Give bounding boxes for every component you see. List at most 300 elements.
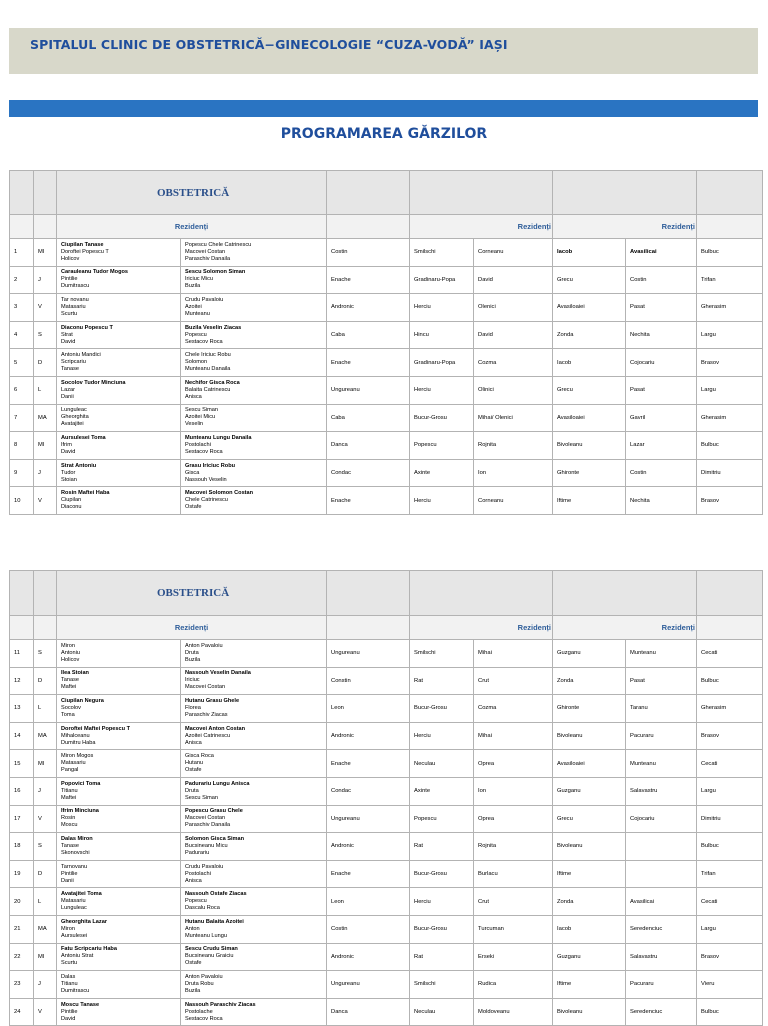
day-number: 21	[10, 915, 34, 943]
resident-name: Solomon Gisca Siman	[185, 835, 245, 842]
header-cell-blank	[327, 571, 410, 616]
resident-name: Azoitei Micu	[185, 414, 216, 421]
residents-group-b	[181, 487, 327, 515]
doctor-name: Bucur-Grosu	[410, 860, 474, 888]
doctor-name: Avasiloaiei	[553, 750, 626, 778]
resident-name: Sestacov Roca	[185, 338, 223, 345]
resident-name: Solomon	[185, 359, 208, 366]
resident-name: Buzila	[185, 656, 201, 663]
doctor-name: Popescu	[410, 432, 474, 460]
doctor-name: Mihai	[474, 640, 553, 668]
doctor-name: Condac	[327, 459, 410, 487]
residents-label: Rezidenți	[57, 215, 327, 239]
resident-name: Iriciuc	[185, 677, 200, 684]
resident-name: Buzila	[185, 283, 201, 290]
resident-name: Danii	[61, 393, 74, 400]
header-row	[10, 571, 763, 616]
residents-group-b	[181, 294, 327, 322]
doctor-name: Trifan	[697, 860, 763, 888]
resident-name: Dalas	[61, 973, 76, 980]
residents-group-a	[57, 860, 181, 888]
resident-name: Padurariu Lungu Anisca	[185, 780, 250, 787]
table-row	[10, 777, 763, 805]
resident-name: Dumitrascu	[61, 987, 90, 994]
resident-name: Skonovschi	[61, 849, 90, 856]
doctor-name: Enache	[327, 487, 410, 515]
table-row	[10, 667, 763, 695]
doctor-name: Grecu	[553, 805, 626, 833]
residents-group-b	[181, 667, 327, 695]
doctor-name: Iacob	[553, 915, 626, 943]
resident-name: Sescu Siman	[185, 794, 218, 801]
residents-group-a	[57, 376, 181, 404]
subheader-cell-blank	[10, 215, 34, 239]
table-row	[10, 432, 763, 460]
day-number: 9	[10, 459, 34, 487]
residents-group-b	[181, 805, 327, 833]
weekday: L	[34, 695, 57, 723]
doctor-name: Olenici	[474, 294, 553, 322]
doctor-name: Smilschi	[410, 640, 474, 668]
table-row	[10, 860, 763, 888]
resident-name: Anisca	[185, 739, 202, 746]
day-number: 22	[10, 943, 34, 971]
resident-name: Bucsineanu Micu	[185, 842, 228, 849]
resident-name: Tanase	[61, 366, 80, 373]
resident-name: Nassouh Veselin Danaila	[185, 670, 251, 677]
day-number: 11	[10, 640, 34, 668]
resident-name: Maftei	[61, 684, 77, 691]
doctor-name: Pasat	[626, 294, 697, 322]
doctor-name: Zonda	[553, 321, 626, 349]
resident-name: Lunguleac	[61, 905, 87, 912]
doctor-name: Smilschi	[410, 239, 474, 267]
resident-name: Avatajitei Toma	[61, 891, 102, 898]
resident-name: Aursulesei	[61, 932, 88, 939]
resident-name: Doroftei Maftei Popescu T	[61, 725, 130, 732]
resident-name: Tar novanu	[61, 296, 89, 303]
resident-name: Dumitru Haba	[61, 739, 96, 746]
doctor-name: Burlacu	[474, 860, 553, 888]
doctor-name: Salavastru	[626, 943, 697, 971]
residents-group-b	[181, 860, 327, 888]
doctor-name: Danca	[327, 432, 410, 460]
resident-name: Fatu Scripcariu Haba	[61, 946, 117, 953]
weekday: L	[34, 376, 57, 404]
table-row	[10, 833, 763, 861]
doctor-name: Gradinaru-Popa	[410, 266, 474, 294]
schedule-table-1	[9, 170, 763, 515]
weekday: D	[34, 860, 57, 888]
doctor-name: Bulbuc	[697, 239, 763, 267]
doctor-name: Bulbuc	[697, 432, 763, 460]
doctor-name: Pacuraru	[626, 722, 697, 750]
doctor-name: Cecati	[697, 888, 763, 916]
resident-name: Hutanu Balaita Azoitei	[185, 918, 244, 925]
doctor-name: Neculau	[410, 998, 474, 1026]
residents-group-a	[57, 667, 181, 695]
doctor-name: Iacob	[553, 349, 626, 377]
resident-name: Pintilie	[61, 276, 78, 283]
day-number: 13	[10, 695, 34, 723]
resident-name: Ciupilan	[61, 497, 82, 504]
resident-name: Tudor	[61, 469, 76, 476]
doctor-name: Enache	[327, 266, 410, 294]
resident-name: Miron Mogos	[61, 753, 94, 760]
day-number: 24	[10, 998, 34, 1026]
resident-name: Scurtu	[61, 310, 78, 317]
doctor-name	[626, 833, 697, 861]
resident-name: Ifrim Minciuna	[61, 808, 99, 815]
doctor-name: Hincu	[410, 321, 474, 349]
residents-group-b	[181, 943, 327, 971]
weekday: MA	[34, 722, 57, 750]
residents-group-a	[57, 805, 181, 833]
resident-name: Diaconu	[61, 504, 82, 511]
table-row	[10, 998, 763, 1026]
doctor-name: Zonda	[553, 888, 626, 916]
doctor-name: Oprea	[474, 805, 553, 833]
doctor-name: Bivoleanu	[553, 833, 626, 861]
header-cell-blank	[553, 171, 697, 215]
resident-name: Popescu Chele Catrinescu	[185, 241, 252, 248]
day-number: 20	[10, 888, 34, 916]
table-row	[10, 459, 763, 487]
doctor-name: Popescu	[410, 805, 474, 833]
resident-name: Munteanu Lungu	[185, 932, 227, 939]
weekday: MI	[34, 750, 57, 778]
resident-name: Sescu Crudu Siman	[185, 946, 238, 953]
day-number: 15	[10, 750, 34, 778]
weekday: J	[34, 459, 57, 487]
doctor-name: Bucur-Grosu	[410, 695, 474, 723]
subheader-row	[10, 215, 763, 239]
table-row	[10, 239, 763, 267]
doctor-name: Bulbuc	[697, 833, 763, 861]
doctor-name: Salavastru	[626, 777, 697, 805]
subheader-row	[10, 616, 763, 640]
table-row	[10, 266, 763, 294]
doctor-name: Rojnita	[474, 432, 553, 460]
doctor-name: Caba	[327, 404, 410, 432]
resident-name: Matasariu	[61, 303, 86, 310]
doctor-name: Nechita	[626, 487, 697, 515]
resident-name: Nassouh Veselin	[185, 476, 227, 483]
residents-group-a	[57, 722, 181, 750]
resident-name: Florea	[185, 704, 201, 711]
resident-name: Miron	[61, 925, 75, 932]
doctor-name: Bivoleanu	[553, 432, 626, 460]
resident-name: Anton	[185, 925, 200, 932]
doctor-name: Taranu	[626, 695, 697, 723]
doctor-name: Caba	[327, 321, 410, 349]
resident-name: Hutanu Grasu Ghele	[185, 697, 240, 704]
doctor-name: Vieru	[697, 971, 763, 999]
day-number: 1	[10, 239, 34, 267]
residents-group-a	[57, 640, 181, 668]
residents-group-a	[57, 777, 181, 805]
weekday: J	[34, 266, 57, 294]
resident-name: Munteanu	[185, 310, 210, 317]
doctor-name: Pacuraru	[626, 971, 697, 999]
residents-group-b	[181, 750, 327, 778]
residents-group-b	[181, 888, 327, 916]
resident-name: Strat	[61, 331, 73, 338]
resident-name: Sestacov Roca	[185, 1015, 223, 1022]
doctor-name: Costin	[327, 239, 410, 267]
weekday: MA	[34, 915, 57, 943]
doctor-name: Herciu	[410, 376, 474, 404]
weekday: V	[34, 487, 57, 515]
header-cell-blank	[697, 571, 763, 616]
doctor-name: Ungureanu	[327, 971, 410, 999]
doctor-name: Nechita	[626, 321, 697, 349]
resident-name: Buzila	[185, 987, 201, 994]
header-cell-blank	[410, 571, 553, 616]
doctor-name: Seredenciuc	[626, 915, 697, 943]
doctor-name: Iftime	[553, 971, 626, 999]
resident-name: Buzila Veselin Ziacas	[185, 324, 242, 331]
weekday: S	[34, 640, 57, 668]
resident-name: Bucsineanu Graiciu	[185, 953, 234, 960]
resident-name: Macovei Solomon Costan	[185, 490, 254, 497]
residents-label: Rezidenți	[553, 616, 697, 640]
doctor-name: Dimitriu	[697, 805, 763, 833]
resident-name: Druta	[185, 787, 199, 794]
resident-name: Druta	[185, 649, 199, 656]
resident-name: Titianu	[61, 980, 78, 987]
residents-group-a	[57, 321, 181, 349]
doctor-name: Herciu	[410, 722, 474, 750]
doctor-name: Axinte	[410, 459, 474, 487]
resident-name: Matasariu	[61, 760, 86, 767]
resident-name: Anisca	[185, 393, 202, 400]
resident-name: Holicov	[61, 255, 80, 262]
residents-label: Rezidenți	[57, 616, 327, 640]
doctor-name: Mihai/ Olenici	[474, 404, 553, 432]
section-title: OBSTETRICĂ	[57, 171, 327, 215]
doctor-name: Leon	[327, 695, 410, 723]
doctor-name: Grecu	[553, 376, 626, 404]
residents-group-a	[57, 432, 181, 460]
table-row	[10, 915, 763, 943]
resident-name: Ciupilan Tanase	[61, 241, 104, 248]
doctor-name: Guzganu	[553, 943, 626, 971]
resident-name: Rosin Maftei Haba	[61, 490, 110, 497]
table-row	[10, 294, 763, 322]
table-row	[10, 349, 763, 377]
doctor-name: Constin	[327, 667, 410, 695]
resident-name: Munteanu Danaila	[185, 366, 231, 373]
residents-group-b	[181, 998, 327, 1026]
doctor-name: Gradinaru-Popa	[410, 349, 474, 377]
doctor-name: Oprea	[474, 750, 553, 778]
resident-name: Danii	[61, 877, 74, 884]
doctor-name: Ungureanu	[327, 805, 410, 833]
residents-group-b	[181, 833, 327, 861]
resident-name: Balaita Catrinescu	[185, 386, 231, 393]
residents-group-a	[57, 998, 181, 1026]
doctor-name: Bucur-Grosu	[410, 404, 474, 432]
residents-group-a	[57, 915, 181, 943]
doctor-name: Largu	[697, 376, 763, 404]
doctor-name: Mihai	[474, 722, 553, 750]
doctor-name: Iacob	[553, 239, 626, 267]
weekday: S	[34, 833, 57, 861]
doctor-name: Rat	[410, 667, 474, 695]
resident-name: Dalas Miron	[61, 835, 93, 842]
weekday: MI	[34, 432, 57, 460]
resident-name: Gisca Roca	[185, 753, 214, 760]
resident-name: Anisca	[185, 877, 202, 884]
doctor-name: Lazar	[626, 432, 697, 460]
day-number: 5	[10, 349, 34, 377]
residents-group-b	[181, 349, 327, 377]
residents-group-a	[57, 888, 181, 916]
resident-name: Ilea Stoian	[61, 670, 89, 677]
table-row	[10, 943, 763, 971]
doctor-name: Iftime	[553, 860, 626, 888]
day-number: 7	[10, 404, 34, 432]
residents-group-a	[57, 487, 181, 515]
doctor-name: Costin	[626, 459, 697, 487]
doctor-name: Enache	[327, 349, 410, 377]
day-number: 10	[10, 487, 34, 515]
resident-name: Maftei	[61, 794, 77, 801]
resident-name: Macovei Costan	[185, 248, 226, 255]
residents-group-a	[57, 294, 181, 322]
day-number: 12	[10, 667, 34, 695]
residents-group-a	[57, 833, 181, 861]
weekday: MI	[34, 943, 57, 971]
resident-name: Antoniu Mandici	[61, 352, 101, 359]
doctor-name: Andronic	[327, 833, 410, 861]
doctor-name: Ion	[474, 459, 553, 487]
resident-name: Crudu Pavaloiu	[185, 863, 224, 870]
resident-name: Veselin	[185, 421, 204, 428]
resident-name: Gisca	[185, 469, 200, 476]
resident-name: Paraschiv Ziacas	[185, 711, 228, 718]
doctor-name: Brasov	[697, 487, 763, 515]
residents-group-b	[181, 376, 327, 404]
doctor-name: Enache	[327, 860, 410, 888]
resident-name: Carauleanu Tudor Mogos	[61, 269, 129, 276]
doctor-name: Cojocariu	[626, 349, 697, 377]
day-number: 17	[10, 805, 34, 833]
doctor-name: Largu	[697, 321, 763, 349]
residents-group-a	[57, 349, 181, 377]
residents-group-a	[57, 404, 181, 432]
resident-name: Antoniu	[61, 649, 80, 656]
hospital-name: SPITALUL CLINIC DE OBSTETRICĂ−GINECOLOGIE “CUZA-VODĂ” IAȘI	[30, 37, 508, 52]
resident-name: Stoian	[61, 476, 77, 483]
resident-name: Ostafe	[185, 960, 202, 967]
doctor-name: Avasiloaiei	[553, 294, 626, 322]
doctor-name: Trifan	[697, 266, 763, 294]
doctor-name: Dimitriu	[697, 459, 763, 487]
day-number: 3	[10, 294, 34, 322]
subheader-cell-blank	[10, 616, 34, 640]
resident-name: Tanase	[61, 842, 80, 849]
residents-label: Rezidenți	[410, 616, 553, 640]
weekday: D	[34, 667, 57, 695]
table-row	[10, 722, 763, 750]
doctor-name: Ungureanu	[327, 640, 410, 668]
resident-name: Antoniu Strat	[61, 953, 94, 960]
doctor-name: Leon	[327, 888, 410, 916]
resident-name: Nassouh Ostafe Ziacas	[185, 891, 247, 898]
residents-group-a	[57, 239, 181, 267]
table-row	[10, 805, 763, 833]
doctor-name: Ghironte	[553, 695, 626, 723]
header-cell-blank	[34, 571, 57, 616]
doctor-name: Turcuman	[474, 915, 553, 943]
doctor-name: David	[474, 266, 553, 294]
doctor-name: Grecu	[553, 266, 626, 294]
doctor-name: Danca	[327, 998, 410, 1026]
residents-group-b	[181, 777, 327, 805]
doctor-name: Avasilicai	[626, 888, 697, 916]
table-row	[10, 404, 763, 432]
day-number: 16	[10, 777, 34, 805]
resident-name: Doroftei Popescu T	[61, 248, 109, 255]
doctor-name: Bulbuc	[697, 998, 763, 1026]
resident-name: Ostafe	[185, 767, 202, 774]
table-row	[10, 971, 763, 999]
residents-group-b	[181, 321, 327, 349]
doctor-name: Rojnita	[474, 833, 553, 861]
subheader-cell-blank	[697, 215, 763, 239]
doctor-name: Andronic	[327, 294, 410, 322]
resident-name: Ciupilan Negura	[61, 697, 104, 704]
resident-name: Popescu	[185, 331, 207, 338]
resident-name: Sescu Siman	[185, 407, 218, 414]
resident-name: Aursulesei Toma	[61, 434, 106, 441]
residents-label: Rezidenți	[553, 215, 697, 239]
header-row	[10, 171, 763, 215]
header-cell-blank	[553, 571, 697, 616]
doctor-name: Munteanu	[626, 640, 697, 668]
weekday: S	[34, 321, 57, 349]
weekday: J	[34, 971, 57, 999]
resident-name: Chele Iriciuc Robu	[185, 352, 231, 359]
day-number: 14	[10, 722, 34, 750]
residents-group-b	[181, 722, 327, 750]
doctor-name: Crut	[474, 667, 553, 695]
doctor-name: Bucur-Grosu	[410, 915, 474, 943]
resident-name: Crudu Pavaloiu	[185, 296, 224, 303]
resident-name: Miron	[61, 642, 75, 649]
residents-group-b	[181, 404, 327, 432]
residents-group-a	[57, 971, 181, 999]
doctor-name: Rat	[410, 943, 474, 971]
resident-name: Moscu Tanase	[61, 1001, 100, 1008]
table-row	[10, 376, 763, 404]
resident-name: Postolache	[185, 1008, 213, 1015]
doctor-name: Iftime	[553, 487, 626, 515]
weekday: V	[34, 805, 57, 833]
subheader-cell-blank	[697, 616, 763, 640]
residents-group-b	[181, 432, 327, 460]
doctor-name: Andronic	[327, 722, 410, 750]
table-row	[10, 487, 763, 515]
table-row	[10, 888, 763, 916]
doctor-name: Gherasim	[697, 695, 763, 723]
resident-name: Dumitrascu	[61, 283, 90, 290]
resident-name: Pintilie	[61, 870, 78, 877]
resident-name: Iriciuc Micu	[185, 276, 213, 283]
resident-name: Dascalu Roca	[185, 905, 220, 912]
